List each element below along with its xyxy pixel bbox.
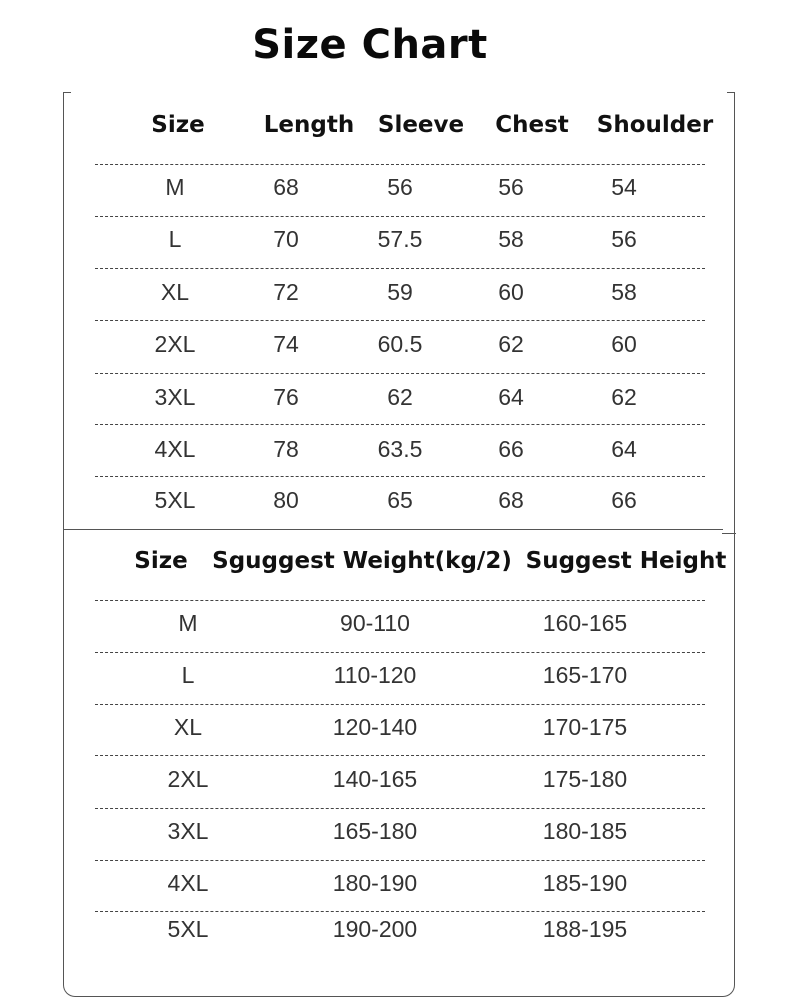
cell-sleeve: 65 bbox=[387, 487, 413, 513]
cell-length: 74 bbox=[273, 331, 299, 357]
cell-size: 4XL bbox=[167, 870, 209, 896]
row-divider bbox=[95, 755, 705, 756]
cell-size: M bbox=[178, 610, 198, 636]
cell-sleeve: 59 bbox=[387, 279, 413, 305]
row-divider bbox=[95, 704, 705, 705]
row-divider bbox=[95, 373, 705, 374]
cell-size: L bbox=[181, 662, 195, 688]
cell-shoulder: 58 bbox=[611, 279, 637, 305]
cell-weight: 190-200 bbox=[332, 916, 418, 942]
header-height: Suggest Height bbox=[525, 548, 727, 574]
cell-shoulder: 66 bbox=[611, 487, 637, 513]
cell-chest: 64 bbox=[498, 384, 524, 410]
cell-height: 170-175 bbox=[542, 714, 628, 740]
section-divider bbox=[63, 529, 723, 530]
cell-length: 78 bbox=[273, 436, 299, 462]
cell-chest: 60 bbox=[498, 279, 524, 305]
cell-size: 3XL bbox=[167, 818, 209, 844]
page-title: Size Chart bbox=[252, 22, 488, 68]
row-divider bbox=[95, 164, 705, 165]
cell-size: 5XL bbox=[167, 916, 209, 942]
cell-chest: 56 bbox=[498, 174, 524, 200]
cell-size: XL bbox=[160, 279, 190, 305]
row-divider bbox=[95, 652, 705, 653]
cell-height: 175-180 bbox=[542, 766, 628, 792]
cell-weight: 110-120 bbox=[333, 662, 417, 688]
cell-length: 76 bbox=[273, 384, 299, 410]
cell-size: 3XL bbox=[154, 384, 196, 410]
cell-length: 72 bbox=[273, 279, 299, 305]
cell-shoulder: 64 bbox=[611, 436, 637, 462]
cell-shoulder: 54 bbox=[611, 174, 637, 200]
section-divider-tail bbox=[722, 533, 736, 534]
cell-length: 80 bbox=[273, 487, 299, 513]
cell-sleeve: 63.5 bbox=[377, 436, 423, 462]
cell-length: 68 bbox=[273, 174, 299, 200]
cell-weight: 140-165 bbox=[332, 766, 418, 792]
header-size: Size bbox=[134, 548, 188, 574]
header-chest: Chest bbox=[495, 112, 569, 138]
header-weight: Sguggest Weight(kg/2) bbox=[212, 548, 512, 574]
cell-height: 188-195 bbox=[542, 916, 628, 942]
cell-chest: 62 bbox=[498, 331, 524, 357]
cell-weight: 120-140 bbox=[332, 714, 418, 740]
cell-size: XL bbox=[173, 714, 203, 740]
cell-sleeve: 62 bbox=[387, 384, 413, 410]
cell-size: L bbox=[168, 226, 182, 252]
row-divider bbox=[95, 911, 705, 912]
cell-length: 70 bbox=[273, 226, 299, 252]
cell-chest: 66 bbox=[498, 436, 524, 462]
cell-size: M bbox=[165, 174, 185, 200]
cell-sleeve: 57.5 bbox=[377, 226, 423, 252]
header-shoulder: Shoulder bbox=[596, 112, 714, 138]
frame-corner-left bbox=[63, 92, 71, 93]
cell-shoulder: 62 bbox=[611, 384, 637, 410]
row-divider bbox=[95, 320, 705, 321]
cell-chest: 68 bbox=[498, 487, 524, 513]
cell-height: 160-165 bbox=[542, 610, 628, 636]
row-divider bbox=[95, 860, 705, 861]
cell-sleeve: 56 bbox=[387, 174, 413, 200]
cell-weight: 165-180 bbox=[332, 818, 418, 844]
header-sleeve: Sleeve bbox=[377, 112, 465, 138]
cell-size: 2XL bbox=[154, 331, 196, 357]
cell-height: 180-185 bbox=[542, 818, 628, 844]
cell-weight: 90-110 bbox=[340, 610, 410, 636]
row-divider bbox=[95, 216, 705, 217]
row-divider bbox=[95, 268, 705, 269]
header-size: Size bbox=[151, 112, 205, 138]
row-divider bbox=[95, 424, 705, 425]
row-divider bbox=[95, 600, 705, 601]
cell-chest: 58 bbox=[498, 226, 524, 252]
cell-size: 2XL bbox=[167, 766, 209, 792]
cell-height: 165-170 bbox=[542, 662, 628, 688]
row-divider bbox=[95, 808, 705, 809]
cell-shoulder: 56 bbox=[611, 226, 637, 252]
cell-size: 4XL bbox=[154, 436, 196, 462]
cell-height: 185-190 bbox=[542, 870, 628, 896]
cell-size: 5XL bbox=[154, 487, 196, 513]
cell-shoulder: 60 bbox=[611, 331, 637, 357]
cell-weight: 180-190 bbox=[332, 870, 418, 896]
frame-corner-right bbox=[727, 92, 735, 93]
cell-sleeve: 60.5 bbox=[377, 331, 423, 357]
row-divider bbox=[95, 476, 705, 477]
header-length: Length bbox=[263, 112, 355, 138]
